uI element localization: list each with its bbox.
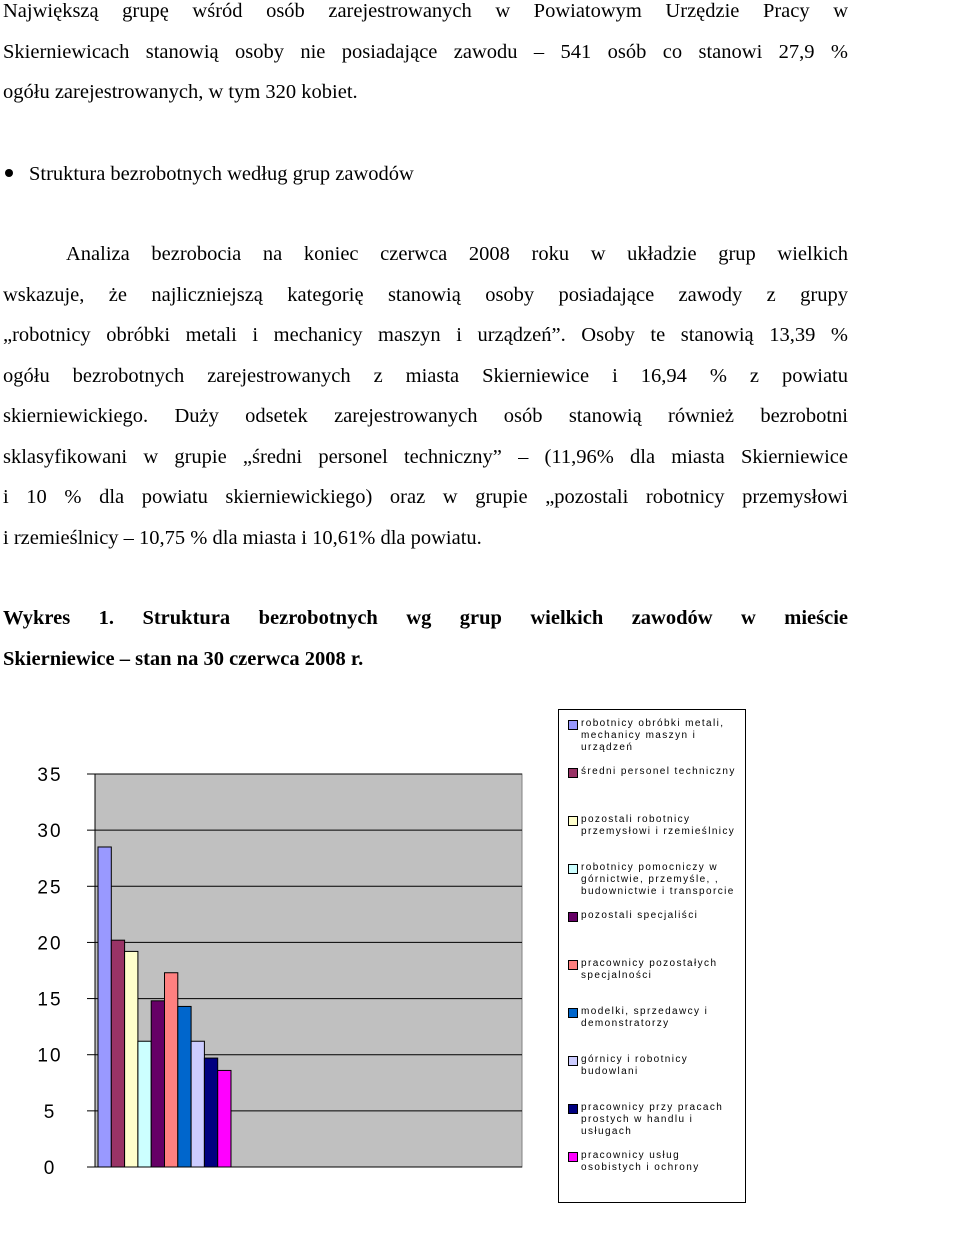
- legend-label: robotnicy pomocniczy w górnictwie, przemyśle, , budownictwie i transporcie: [581, 862, 735, 897]
- y-tick-label: 5: [43, 1101, 57, 1123]
- bar: [218, 1070, 231, 1167]
- y-tick-label: 10: [37, 1045, 63, 1067]
- chart-caption: [3, 598, 848, 679]
- intro-line-3: ogółu zarejestrowanych, w tym 320 kobiet.: [3, 81, 358, 103]
- y-tick-label: 20: [37, 933, 63, 955]
- legend-item: [568, 1006, 743, 1030]
- analysis-line-8: i rzemieślnicy – 10,75 % dla miasta i 10,61% dla powiatu.: [3, 526, 482, 549]
- bar: [98, 847, 111, 1167]
- legend-swatch: [568, 1104, 578, 1114]
- legend-label: robotnicy obróbki metali, mechanicy maszyn i urządzeń: [581, 718, 725, 753]
- legend-label: pracownicy usług osobistych i ochrony: [581, 1150, 700, 1173]
- intro-line-2: Skierniewicach stanowią osoby nie posiadające zawodu – 541 osób co stanowi 27,9 %: [3, 40, 848, 63]
- intro-line-1: Największą grupę wśród osób zarejestrowanych w Powiatowym Urzędzie Pracy w: [3, 0, 848, 22]
- bullet-icon: [5, 169, 13, 177]
- analysis-line-1: Analiza bezrobocia na koniec czerwca 2008 roku w układzie grup wielkich: [66, 243, 848, 265]
- legend-swatch: [568, 1152, 578, 1162]
- legend-item: [568, 718, 743, 754]
- analysis-line-6: sklasyfikowani w grupie „średni personel techniczny” – (11,96% dla miasta Skierniewice: [3, 445, 848, 468]
- bar-chart: [0, 700, 960, 1247]
- analysis-line-5: skierniewickiego. Duży odsetek zarejestrowanych osób stanowią również bezrobotni: [3, 405, 848, 427]
- legend-swatch: [568, 768, 578, 778]
- legend-item: [568, 766, 743, 778]
- bar: [111, 940, 124, 1167]
- legend-item: [568, 814, 743, 838]
- legend-label: pozostali robotnicy przemysłowi i rzemieślnicy: [581, 814, 736, 837]
- bar-chart-svg: [0, 700, 960, 1247]
- bar: [138, 1041, 151, 1167]
- chart-legend: [558, 709, 746, 1203]
- section-heading-text: Struktura bezrobotnych według grup zawodów: [29, 163, 414, 185]
- legend-swatch: [568, 720, 578, 730]
- legend-label: pracownicy pozostałych specjalności: [581, 958, 718, 981]
- bar: [165, 973, 178, 1167]
- intro-paragraph: [3, 0, 848, 113]
- legend-item: [568, 1054, 743, 1078]
- legend-item: [568, 910, 743, 922]
- caption-line-1: Wykres 1. Struktura bezrobotnych wg grup wielkich zawodów w mieście: [3, 607, 848, 629]
- legend-swatch: [568, 912, 578, 922]
- legend-item: [568, 1102, 743, 1138]
- y-tick-label: 25: [37, 877, 63, 899]
- caption-line-2: Skierniewice – stan na 30 czerwca 2008 r.: [3, 647, 364, 670]
- legend-item: [568, 958, 743, 982]
- legend-swatch: [568, 1056, 578, 1066]
- legend-label: pracownicy przy pracach prostych w handlu i usługach: [581, 1102, 724, 1137]
- y-tick-label: 30: [37, 821, 63, 843]
- bar: [191, 1041, 204, 1167]
- analysis-line-7: i 10 % dla powiatu skierniewickiego) oraz w grupie „pozostali robotnicy przemysłowi: [3, 486, 848, 508]
- legend-swatch: [568, 816, 578, 826]
- legend-label: średni personel techniczny: [581, 766, 736, 777]
- legend-item: [568, 862, 743, 898]
- section-heading: [5, 154, 414, 194]
- bar: [178, 1006, 191, 1167]
- analysis-paragraph: [3, 234, 848, 558]
- bar: [125, 951, 138, 1167]
- analysis-line-3: „robotnicy obróbki metali i mechanicy maszyn i urządzeń”. Osoby te stanowią 13,39 %: [3, 324, 848, 346]
- legend-item: [568, 1150, 743, 1174]
- bar: [204, 1058, 217, 1167]
- legend-swatch: [568, 960, 578, 970]
- y-tick-label: 35: [37, 765, 63, 786]
- legend-swatch: [568, 864, 578, 874]
- legend-label: górnicy i robotnicy budowlani: [581, 1054, 689, 1077]
- y-tick-label: 0: [43, 1158, 57, 1179]
- analysis-line-2: wskazuje, że najliczniejszą kategorię stanowią osoby posiadające zawody z grupy: [3, 283, 848, 306]
- legend-label: pozostali specjaliści: [581, 910, 699, 921]
- legend-label: modelki, sprzedawcy i demonstratorzy: [581, 1006, 709, 1029]
- y-tick-label: 15: [37, 989, 63, 1011]
- analysis-line-4: ogółu bezrobotnych zarejestrowanych z miasta Skierniewice i 16,94 % z powiatu: [3, 364, 848, 387]
- bar: [151, 1001, 164, 1167]
- legend-swatch: [568, 1008, 578, 1018]
